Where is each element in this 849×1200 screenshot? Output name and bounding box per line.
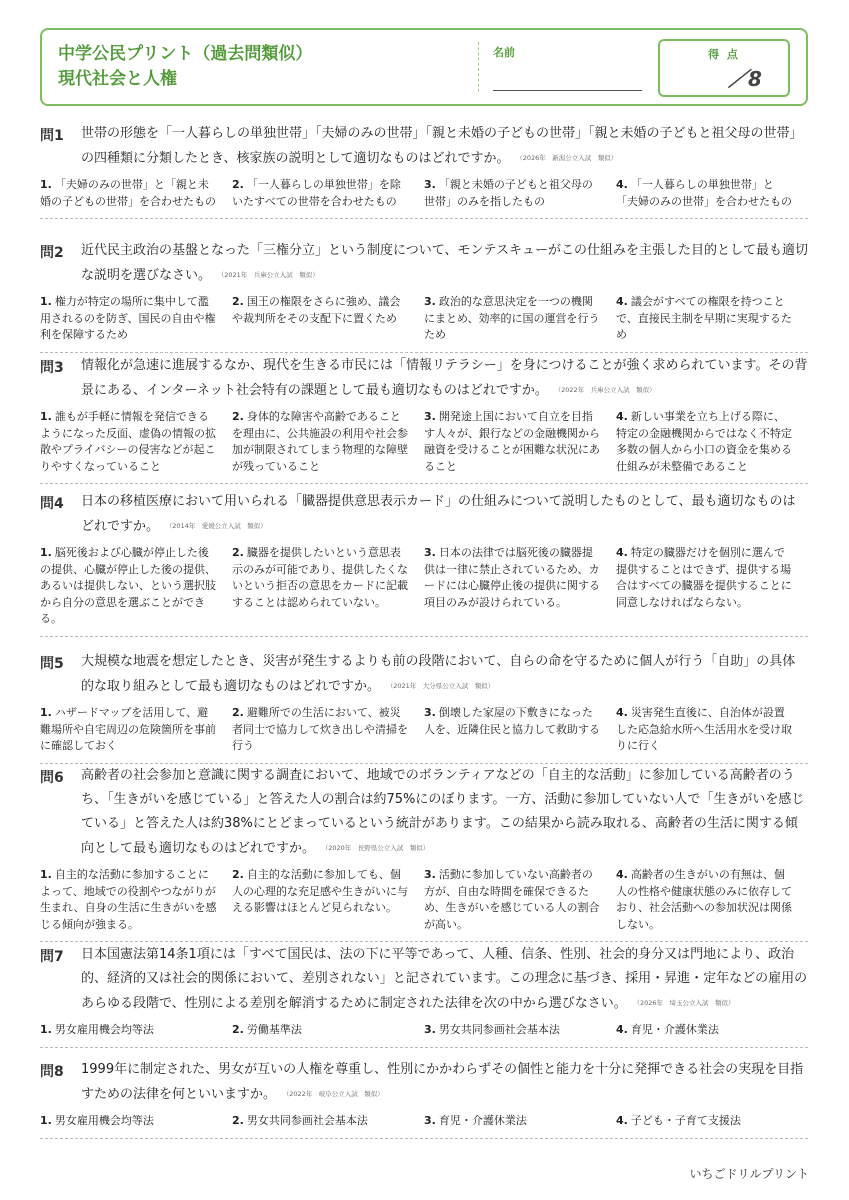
answer-choice-4[interactable] bbox=[616, 1022, 808, 1039]
choice-text: 国王の権限をさらに強め、議会や裁判所をその支配下に置くため bbox=[232, 295, 401, 325]
question-8 bbox=[40, 1058, 808, 1139]
question-text-block bbox=[81, 764, 808, 861]
question-text-block bbox=[81, 122, 808, 171]
choice-number: 1. bbox=[40, 1114, 52, 1127]
choice-text: 育児・介護休業法 bbox=[438, 1114, 527, 1127]
choice-number: 3. bbox=[424, 546, 436, 559]
answer-choice-2[interactable] bbox=[232, 1022, 424, 1039]
answer-choices bbox=[40, 177, 808, 210]
choice-number: 4. bbox=[616, 868, 628, 881]
answer-choice-4[interactable] bbox=[616, 177, 808, 210]
choice-number: 2. bbox=[232, 295, 244, 308]
question-text: 情報化が急速に進展するなか、現代を生きる市民には「情報リテラシー」を身につけることが強く求められています。その背景にある、インターネット社会特有の課題として最も適切なものはどれですか。 bbox=[81, 358, 808, 398]
choice-text: 育児・介護休業法 bbox=[630, 1023, 719, 1036]
answer-choice-1[interactable] bbox=[40, 705, 232, 755]
question-number: 問4 bbox=[40, 496, 64, 512]
choice-text: 政治的な意思決定を一つの機関にまとめ、効率的に国の運営を行うため bbox=[424, 295, 600, 341]
name-label: 名前 bbox=[493, 46, 515, 59]
choice-number: 2. bbox=[232, 1114, 244, 1127]
question-source: （2026年 埼玉公立入試 類似） bbox=[636, 999, 735, 1007]
choice-number: 4. bbox=[616, 1023, 628, 1036]
answer-choice-2[interactable] bbox=[232, 294, 424, 344]
answer-choice-2[interactable] bbox=[232, 705, 424, 755]
choice-text: ハザードマップを活用して、避難場所や自宅周辺の危険箇所を事前に確認しておく bbox=[40, 706, 216, 752]
answer-choices bbox=[40, 545, 808, 628]
question-text-block bbox=[81, 943, 808, 1016]
answer-choice-2[interactable] bbox=[232, 1113, 424, 1130]
answer-choice-3[interactable] bbox=[424, 1113, 616, 1130]
score-label: 得 点 bbox=[708, 48, 740, 61]
answer-choice-3[interactable] bbox=[424, 177, 616, 210]
choice-number: 3. bbox=[424, 1023, 436, 1036]
choice-number: 3. bbox=[424, 410, 436, 423]
answer-choices bbox=[40, 294, 808, 344]
score-value: ／8 bbox=[728, 67, 762, 91]
question-text-block bbox=[81, 239, 808, 288]
choice-text: 子ども・子育て支援法 bbox=[630, 1114, 741, 1127]
answer-choice-1[interactable] bbox=[40, 177, 232, 210]
choice-number: 2. bbox=[232, 1023, 244, 1036]
choice-number: 2. bbox=[232, 410, 244, 423]
answer-choice-4[interactable] bbox=[616, 705, 808, 755]
choice-text: 高齢者の生きがいの有無は、個人の性格や健康状態のみに依存しており、社会活動への参加状況は関係しない。 bbox=[616, 868, 792, 931]
question-number: 問2 bbox=[40, 245, 64, 261]
question-4 bbox=[40, 490, 808, 637]
answer-choice-4[interactable] bbox=[616, 409, 808, 475]
answer-choice-1[interactable] bbox=[40, 545, 232, 628]
choice-number: 4. bbox=[616, 178, 628, 191]
answer-choice-3[interactable] bbox=[424, 1022, 616, 1039]
choice-number: 4. bbox=[616, 295, 628, 308]
question-text-block bbox=[81, 1058, 808, 1107]
answer-choice-3[interactable] bbox=[424, 294, 616, 344]
choice-number: 4. bbox=[616, 546, 628, 559]
question-number: 問1 bbox=[40, 128, 64, 144]
question-3 bbox=[40, 354, 808, 484]
question-text: 世帯の形態を「一人暮らしの単独世帯」「夫婦のみの世帯」「親と未婚の子どもの世帯」「親と未婚の子どもと祖父母の世帯」の四種類に分類したとき、核家族の説明として適切なものはどれですか。 bbox=[81, 126, 803, 166]
answer-choice-2[interactable] bbox=[232, 867, 424, 933]
choice-number: 1. bbox=[40, 706, 52, 719]
choice-text: 「一人暮らしの単独世帯」を除いたすべての世帯を合わせたもの bbox=[232, 178, 401, 208]
choice-text: 身体的な障害や高齢であることを理由に、公共施設の利用や社会参加が制限されてしまう物理的な障壁が残っていること bbox=[232, 410, 408, 473]
score-box[interactable] bbox=[658, 39, 790, 97]
choice-number: 3. bbox=[424, 295, 436, 308]
choice-text: 男女雇用機会均等法 bbox=[54, 1114, 154, 1127]
question-source: （2022年 岐阜公立入試 類似） bbox=[286, 1090, 384, 1098]
question-number: 問8 bbox=[40, 1064, 64, 1080]
choice-text: 権力が特定の場所に集中して濫用されるのを防ぎ、国民の自由や権利を保障するため bbox=[40, 295, 216, 341]
answer-choices bbox=[40, 1113, 808, 1130]
choice-text: 自主的な活動に参加することによって、地域での役割やつながりが生まれ、自身の生活に生きがいを感じる傾向が強まる。 bbox=[40, 868, 217, 931]
choice-number: 3. bbox=[424, 868, 436, 881]
choice-text: 脳死後および心臓が停止した後の提供、心臓が停止した後の提供、あるいは提供しない、という選択肢から自分の意思を選ぶことができる。 bbox=[40, 546, 216, 625]
question-text-block bbox=[81, 354, 808, 403]
answer-choice-1[interactable] bbox=[40, 1113, 232, 1130]
choice-text: 災害発生直後に、自治体が設置した応急給水所へ生活用水を受け取りに行く bbox=[616, 706, 792, 752]
choice-text: 活動に参加していない高齢者の方が、自由な時間を確保できるため、生きがいを感じている人の割合が高い。 bbox=[424, 868, 600, 931]
question-text-block bbox=[81, 490, 808, 539]
question-1 bbox=[40, 122, 808, 219]
choice-text: 男女共同参画社会基本法 bbox=[438, 1023, 560, 1036]
answer-choices bbox=[40, 867, 808, 933]
choice-text: 議会がすべての権限を持つことで、直接民主制を早期に実現するため bbox=[616, 295, 792, 341]
question-7 bbox=[40, 943, 808, 1048]
question-number: 問3 bbox=[40, 360, 64, 376]
choice-number: 1. bbox=[40, 868, 52, 881]
question-text: 高齢者の社会参加と意識に関する調査において、地域でのボランティアなどの「自主的な活動」に参加している高齢者のうち、「生きがいを感じている」と答えた人の割合は約75%にのぼります。一方、活動に参加していない人で「生きがいを感じている」と答えた人は約38%にとどまっているという統計があります。この結果から読み取れる、高齢者の生活に関する傾向として最も適切なものはどれですか。 bbox=[81, 768, 805, 856]
question-text: 近代民主政治の基盤となった「三権分立」という制度について、モンテスキューがこの仕組みを主張した目的として最も適切な説明を選びなさい。 bbox=[81, 243, 808, 283]
answer-choice-1[interactable] bbox=[40, 294, 232, 344]
choice-text: 日本の法律では脳死後の臓器提供は一律に禁止されているため、カードには心臓停止後の提供に関する項目のみが設けられている。 bbox=[424, 546, 600, 609]
answer-choice-4[interactable] bbox=[616, 545, 808, 628]
choice-number: 4. bbox=[616, 410, 628, 423]
answer-choice-3[interactable] bbox=[424, 705, 616, 755]
question-6 bbox=[40, 764, 808, 942]
worksheet-subtitle: 現代社会と人権 bbox=[58, 69, 177, 89]
answer-choice-4[interactable] bbox=[616, 1113, 808, 1130]
choice-number: 1. bbox=[40, 295, 52, 308]
question-source: （2021年 大分県公立入試 類似） bbox=[390, 682, 495, 690]
question-text: 日本国憲法第14条1項には「すべて国民は、法の下に平等であって、人種、信条、性別、社会的身分又は門地により、政治的、経済的又は社会的関係において、差別されない」と記されています。この理念に基づき、採用・昇進・定年などの雇用のあらゆる段階で、性別による差別を解消するために制定された法律を次の中から選びなさい。 bbox=[81, 947, 808, 1011]
choice-text: 避難所での生活において、被災者同士で協力して炊き出しや清掃を行う bbox=[232, 706, 408, 752]
choice-text: 開発途上国において自立を目指す人々が、銀行などの金融機関から融資を受けることが困難な状況にあること bbox=[424, 410, 600, 473]
answer-choice-1[interactable] bbox=[40, 867, 232, 933]
answer-choices bbox=[40, 409, 808, 475]
question-text: 日本の移植医療において用いられる「臓器提供意思表示カード」の仕組みについて説明したものとして、最も適切なものはどれですか。 bbox=[81, 494, 796, 534]
choice-text: 臓器を提供したいという意思表示のみが可能であり、提供したくないという拒否の意思をカードに記載することは認められていない。 bbox=[232, 546, 408, 609]
choice-number: 2. bbox=[232, 706, 244, 719]
question-2 bbox=[40, 239, 808, 353]
choice-text: 男女雇用機会均等法 bbox=[54, 1023, 154, 1036]
answer-choice-1[interactable] bbox=[40, 1022, 232, 1039]
question-source: （2022年 兵庫公立入試 類似） bbox=[557, 386, 656, 394]
question-source: （2014年 愛媛公立入試 類似） bbox=[169, 522, 267, 530]
answer-choice-2[interactable] bbox=[232, 545, 424, 628]
answer-choice-4[interactable] bbox=[616, 294, 808, 344]
question-5 bbox=[40, 650, 808, 764]
answer-choice-4[interactable] bbox=[616, 867, 808, 933]
choice-text: 労働基準法 bbox=[246, 1023, 302, 1036]
choice-number: 4. bbox=[616, 1114, 628, 1127]
choice-text: 特定の臓器だけを個別に選んで提供することはできず、提供する場合はすべての臓器を提供することに同意しなければならない。 bbox=[616, 546, 792, 609]
question-source: （2021年 兵庫公立入試 類似） bbox=[221, 271, 319, 279]
choice-text: 誰もが手軽に情報を発信できるようになった反面、虚偽の情報の拡散やプライバシーの侵害などが起こりやすくなっていること bbox=[40, 410, 216, 473]
worksheet-title: 中学公民プリント（過去問類似） bbox=[58, 44, 313, 64]
question-text: 1999年に制定された、男女が互いの人権を尊重し、性別にかかわらずその個性と能力を十分に発揮できる社会の実現を目指すための法律を何といいますか。 bbox=[81, 1062, 804, 1102]
footer-brand: いちごドリルプリント bbox=[689, 1167, 809, 1181]
worksheet-header bbox=[40, 28, 808, 106]
title-block bbox=[42, 30, 478, 104]
choice-number: 3. bbox=[424, 706, 436, 719]
choice-number: 3. bbox=[424, 1114, 436, 1127]
choice-number: 1. bbox=[40, 178, 52, 191]
answer-choice-3[interactable] bbox=[424, 545, 616, 628]
choice-text: 新しい事業を立ち上げる際に、特定の金融機関からではなく不特定多数の個人から小口の資金を集める仕組みが未整備であること bbox=[616, 410, 792, 473]
question-source: （2020年 長野県公立入試 類似） bbox=[325, 844, 430, 852]
answer-choice-3[interactable] bbox=[424, 867, 616, 933]
choice-text: 「夫婦のみの世帯」と「親と未婚の子どもの世帯」を合わせたもの bbox=[40, 178, 216, 208]
name-field[interactable] bbox=[478, 42, 658, 92]
choice-number: 1. bbox=[40, 1023, 52, 1036]
question-text-block bbox=[81, 650, 808, 699]
question-source: （2026年 新潟公立入試 類似） bbox=[519, 154, 618, 162]
answer-choice-1[interactable] bbox=[40, 409, 232, 475]
choice-text: 「親と未婚の子どもと祖父母の世帯」のみを指したもの bbox=[424, 178, 593, 208]
question-number: 問6 bbox=[40, 770, 64, 786]
question-number: 問5 bbox=[40, 656, 64, 672]
choice-number: 1. bbox=[40, 546, 52, 559]
choice-number: 1. bbox=[40, 410, 52, 423]
question-text: 大規模な地震を想定したとき、災害が発生するよりも前の段階において、自らの命を守るために個人が行う「自助」の具体的な取り組みとして最も適切なものはどれですか。 bbox=[81, 654, 796, 694]
question-number: 問7 bbox=[40, 949, 64, 965]
choice-number: 2. bbox=[232, 868, 244, 881]
answer-choice-2[interactable] bbox=[232, 409, 424, 475]
choice-text: 自主的な活動に参加しても、個人の心理的な充足感や生きがいに与える影響はほとんど見られない。 bbox=[232, 868, 408, 914]
answer-choices bbox=[40, 705, 808, 755]
answer-choice-2[interactable] bbox=[232, 177, 424, 210]
choice-number: 2. bbox=[232, 546, 244, 559]
choice-text: 倒壊した家屋の下敷きになった人を、近隣住民と協力して救助する bbox=[424, 706, 600, 736]
name-underline bbox=[493, 90, 642, 91]
choice-text: 男女共同参画社会基本法 bbox=[246, 1114, 368, 1127]
answer-choices bbox=[40, 1022, 808, 1039]
choice-text: 「一人暮らしの単独世帯」と「夫婦のみの世帯」を合わせたもの bbox=[616, 178, 792, 208]
choice-number: 4. bbox=[616, 706, 628, 719]
answer-choice-3[interactable] bbox=[424, 409, 616, 475]
choice-number: 2. bbox=[232, 178, 244, 191]
choice-number: 3. bbox=[424, 178, 436, 191]
